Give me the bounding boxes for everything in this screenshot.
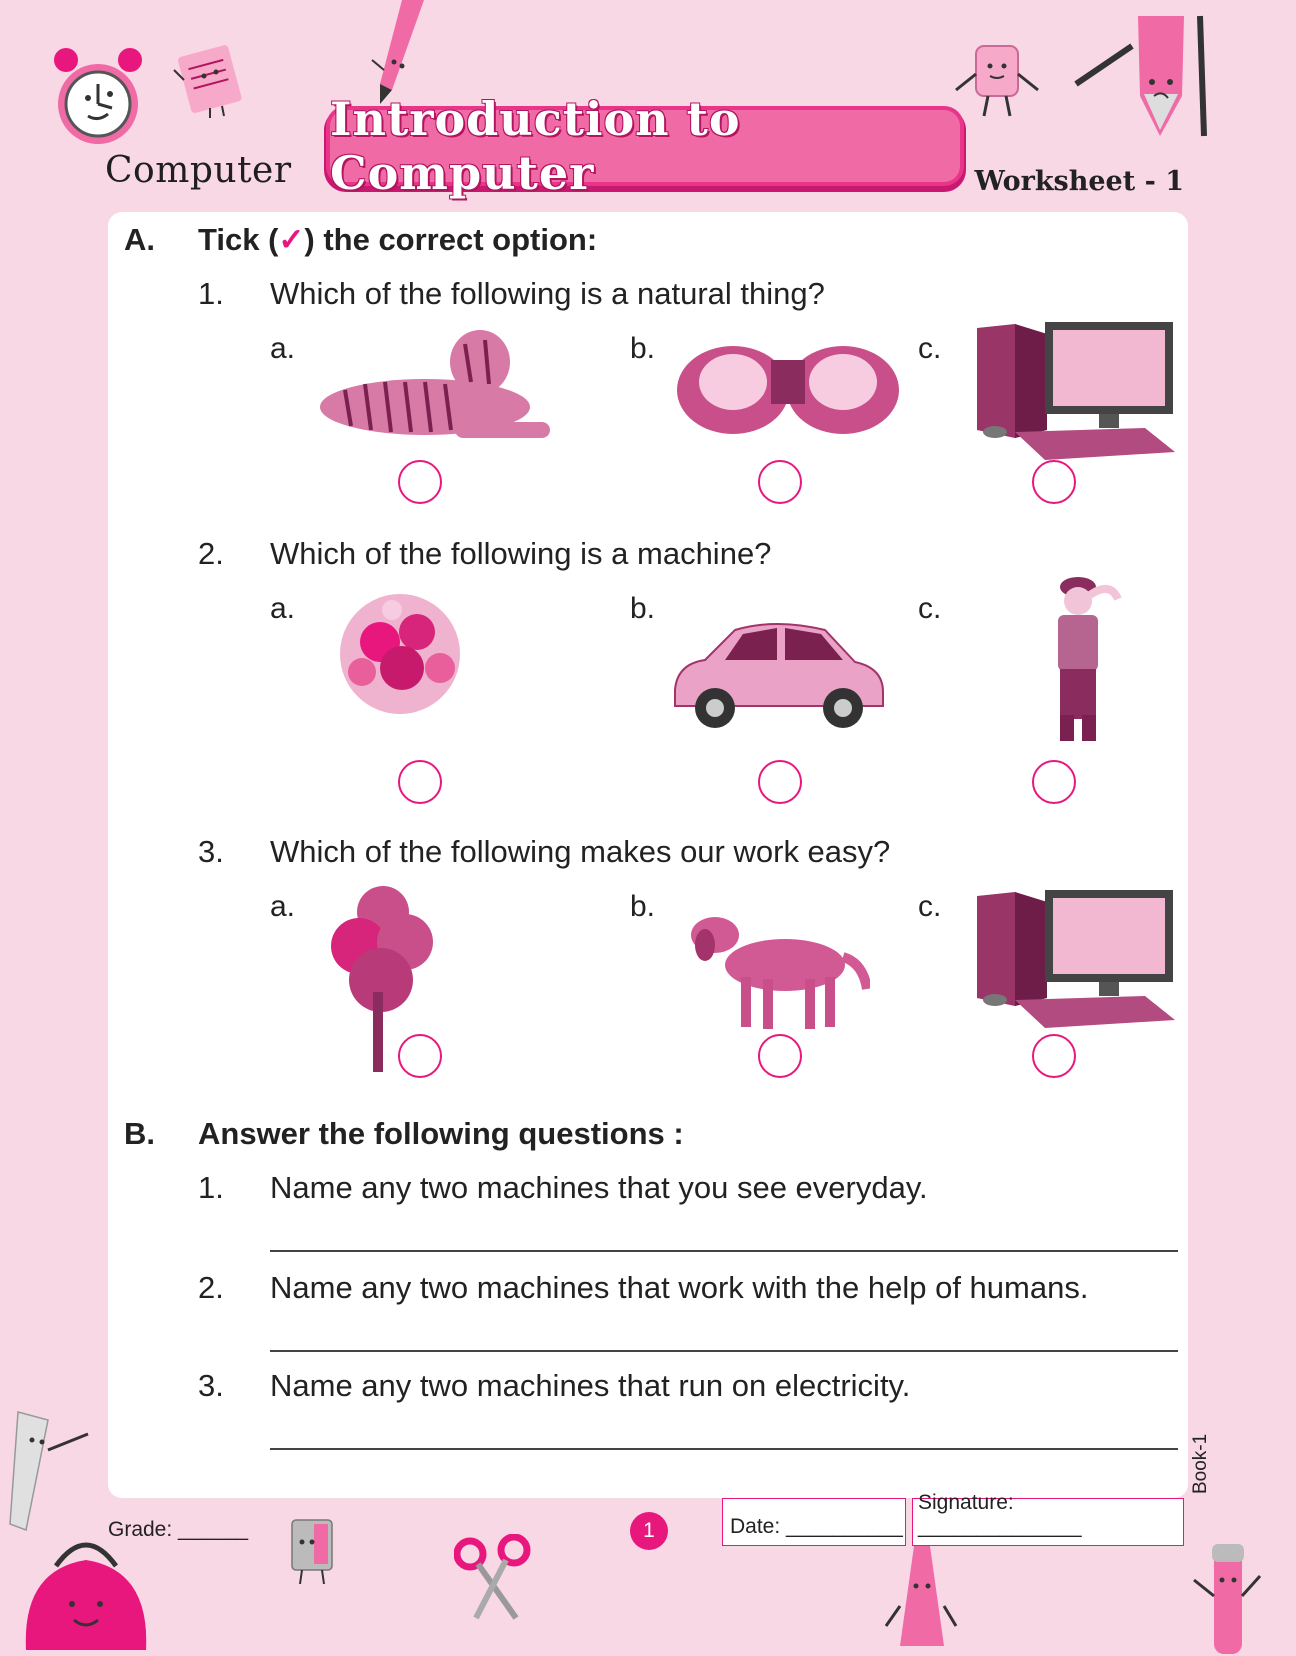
sharpener-icon [282, 1516, 347, 1588]
flower-bouquet-icon [322, 582, 477, 722]
page-title: Introduction to Computer [330, 92, 741, 200]
signature-field[interactable] [912, 1491, 1184, 1546]
answer-circle[interactable] [1032, 760, 1076, 804]
option-label: b. [630, 890, 656, 923]
answer-circle[interactable] [1032, 460, 1076, 504]
question-text: Which of the following is a machine? [270, 536, 772, 571]
question-text: Name any two machines that you see everyday. [270, 1170, 928, 1205]
answer-circle[interactable] [1032, 1034, 1076, 1078]
option-label: a. [270, 332, 296, 365]
question-number: 2. [198, 1270, 224, 1305]
question-number: 1. [198, 276, 224, 311]
binoculars-icon [675, 340, 900, 440]
desktop-computer-icon [975, 888, 1180, 1033]
option-label: c. [918, 332, 942, 365]
grade-field[interactable]: Grade: ______ [108, 1518, 249, 1541]
answer-circle[interactable] [398, 760, 442, 804]
question-number: 3. [198, 834, 224, 869]
question-text: Which of the following makes our work easy? [270, 834, 891, 869]
answer-circle[interactable] [398, 460, 442, 504]
heading-pre: Tick ( [198, 222, 279, 257]
answer-circle[interactable] [758, 1034, 802, 1078]
answer-circle[interactable] [758, 460, 802, 504]
section-b-letter: B. [124, 1116, 155, 1151]
title-banner [330, 92, 960, 200]
answer-line[interactable] [270, 1350, 1178, 1352]
question-number: 3. [198, 1368, 224, 1403]
question-number: 1. [198, 1170, 224, 1205]
backpack-icon [16, 1520, 156, 1656]
signature-label: Signature: ______________ [918, 1491, 1082, 1538]
dog-icon [685, 905, 870, 1035]
option-label: b. [630, 332, 656, 365]
option-label: c. [918, 890, 942, 923]
scissors-icon [454, 1534, 534, 1620]
section-a-letter: A. [124, 222, 155, 257]
answer-circle[interactable] [398, 1034, 442, 1078]
tiger-icon [305, 322, 560, 452]
subject-label: Computer [105, 150, 292, 191]
section-a-heading [198, 222, 597, 258]
option-label: a. [270, 592, 296, 625]
notepad-icon [170, 40, 255, 120]
car-icon [665, 610, 890, 730]
alarm-clock-icon [52, 42, 147, 157]
answer-line[interactable] [270, 1448, 1178, 1450]
page-number-badge: 1 [630, 1512, 668, 1550]
book-label: Book-1 [1190, 1433, 1211, 1494]
worksheet-number: Worksheet - 1 [974, 166, 1184, 197]
question-text: Which of the following is a natural thing? [270, 276, 825, 311]
answer-circle[interactable] [758, 760, 802, 804]
pen-character-icon [1190, 1540, 1265, 1656]
question-number: 2. [198, 536, 224, 571]
pencil-character-icon [1072, 6, 1212, 141]
question-text: Name any two machines that run on electricity. [270, 1368, 911, 1403]
date-field[interactable] [722, 1498, 906, 1546]
boy-icon [1040, 575, 1125, 750]
answer-line[interactable] [270, 1250, 1178, 1252]
option-label: c. [918, 592, 942, 625]
pencil-character-icon [884, 1546, 959, 1656]
tick-icon: ✓ [278, 222, 305, 257]
eraser-icon [946, 44, 1046, 124]
ruler-character-icon [8, 1410, 93, 1535]
option-label: a. [270, 890, 296, 923]
heading-post: ) the correct option: [304, 222, 598, 257]
date-label: Date: __________ [730, 1515, 903, 1538]
question-text: Name any two machines that work with the help of humans. [270, 1270, 1089, 1305]
option-label: b. [630, 592, 656, 625]
desktop-computer-icon [975, 320, 1180, 465]
section-b-heading: Answer the following questions : [198, 1116, 684, 1151]
